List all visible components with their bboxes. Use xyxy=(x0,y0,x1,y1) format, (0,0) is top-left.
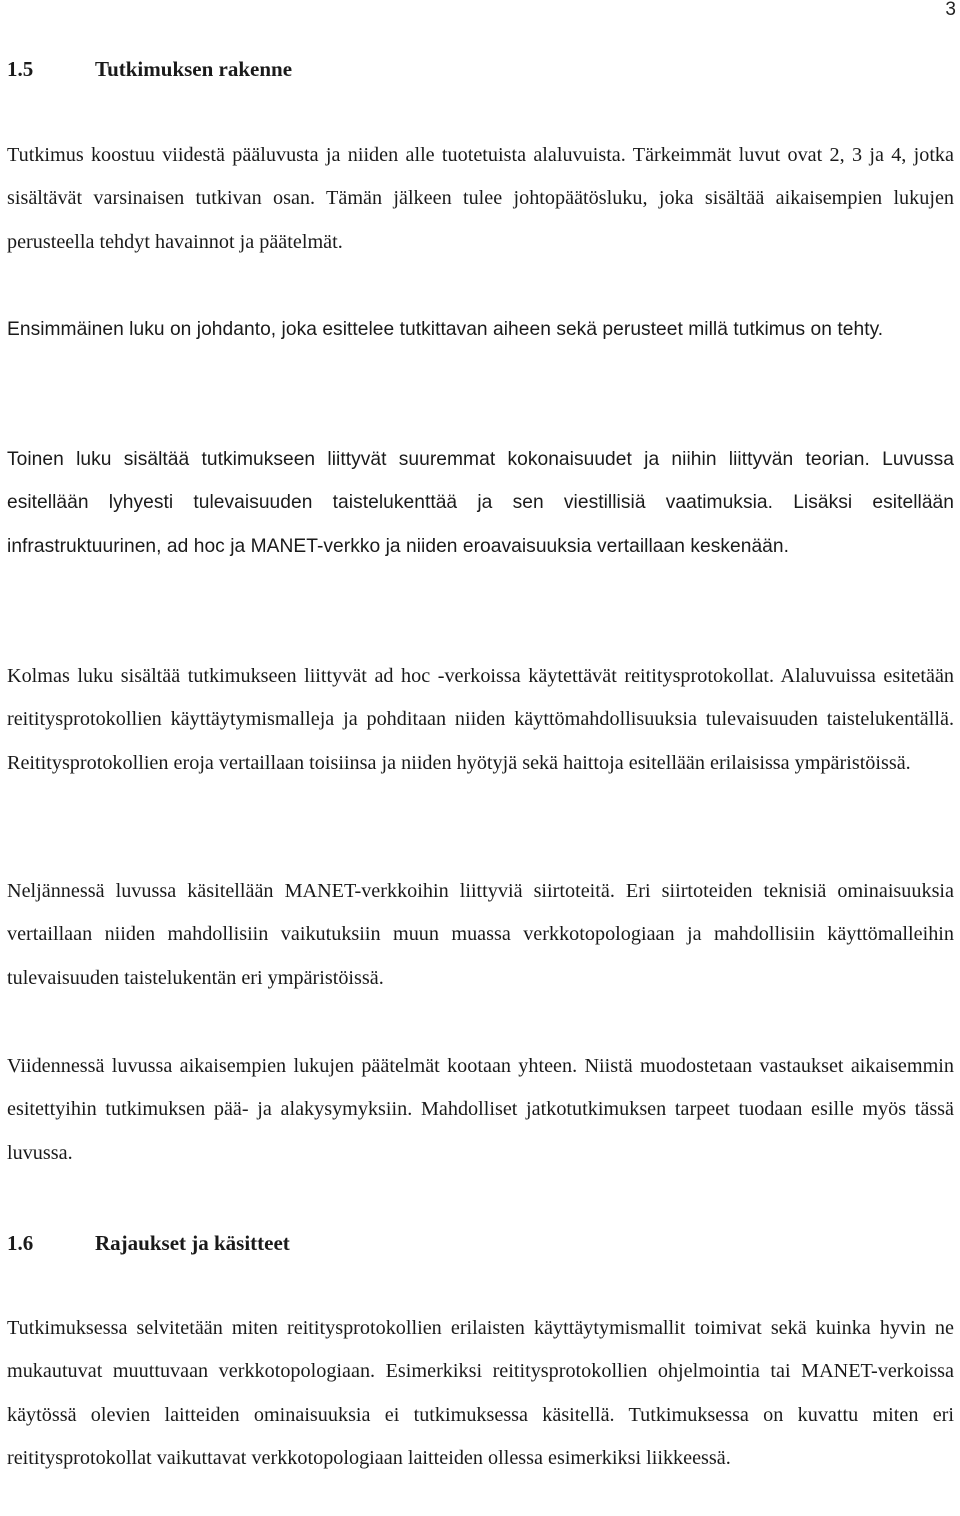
paragraph-chapter-5: Viidennessä luvussa aikaisempien lukujen päätelmät kootaan yhteen. Niistä muodostetaan vastaukset aikaisemmin esitettyihin tutkimuksen pää- ja alakysymyksiin. Mahdolliset jatkotutkimuksen tarpeet tuodaan esille myös tässä luvussa. xyxy=(7,1055,954,1164)
paragraph-chapter-4: Neljännessä luvussa käsitellään MANET-verkkoihin liittyviä siirtoteitä. Eri siirtoteiden teknisiä ominaisuuksia vertaillaan niiden mahdollisiin vaikutuksiin muun muassa verkkotopologiaan ja mahdollisiin käyttömalleihin tulevaisuuden taistelukentän eri ympäristöissä. xyxy=(7,880,954,989)
section-title: Tutkimuksen rakenne xyxy=(95,57,293,81)
paragraph-structure-overview: Tutkimus koostuu viidestä pääluvusta ja niiden alle tuotetuista alaluvuista. Tärkeimmät luvut ovat 2, 3 ja 4, jotka sisältävät varsinaisen tutkivan osan. Tämän jälkeen tulee johtopäätösluku, joka sisältää aikaisempien lukujen perusteella tehdyt havainnot ja päätelmät. xyxy=(7,144,954,253)
page-number: 3 xyxy=(945,0,956,20)
section-number: 1.6 xyxy=(7,1231,34,1255)
section-title: Rajaukset ja käsitteet xyxy=(95,1231,290,1255)
paragraph-scope: Tutkimuksessa selvitetään miten reititysprotokollien erilaisten käyttäytymismallit toimivat sekä kuinka hyvin ne mukautuvat muuttuvaan verkkotopologiaan. Esimerkiksi reititysprotokollien ohjelmointia tai MANET-verkoissa käytössä olevien laitteiden ominaisuuksia ei tutkimuksessa käsitellä. Tutkimuksessa on kuvattu miten eri reititysprotokollat vaikuttavat verkkotopologiaan laitteiden ollessa esimerkiksi liikkeessä. xyxy=(7,1317,954,1470)
section-number: 1.5 xyxy=(7,57,34,81)
paragraph-chapter-2: Toinen luku sisältää tutkimukseen liittyvät suuremmat kokonaisuudet ja niihin liittyvän teorian. Luvussa esitellään lyhyesti tulevaisuuden taistelukenttää ja sen viestillisiä vaatimuksia. Lisäksi esitellään infrastruktuurinen, ad hoc ja MANET-verkko ja niiden eroavaisuuksia vertaillaan keskenään. xyxy=(7,449,954,557)
section-heading-1-6 xyxy=(7,1230,290,1256)
section-heading-1-5 xyxy=(7,56,292,82)
paragraph-chapter-1: Ensimmäinen luku on johdanto, joka esittelee tutkittavan aiheen sekä perusteet millä tutkimus on tehty. xyxy=(7,319,884,340)
paragraph-chapter-3: Kolmas luku sisältää tutkimukseen liittyvät ad hoc -verkoissa käytettävät reititysprotokollat. Alaluvuissa esitetään reititysprotokollien käyttäytymismalleja ja pohditaan niiden käyttömahdollisuuksia tulevaisuuden taistelukentällä. Reititysprotokollien eroja vertaillaan toisiinsa ja niiden hyötyjä sekä haittoja esitellään erilaisissa ympäristöissä. xyxy=(7,665,954,774)
